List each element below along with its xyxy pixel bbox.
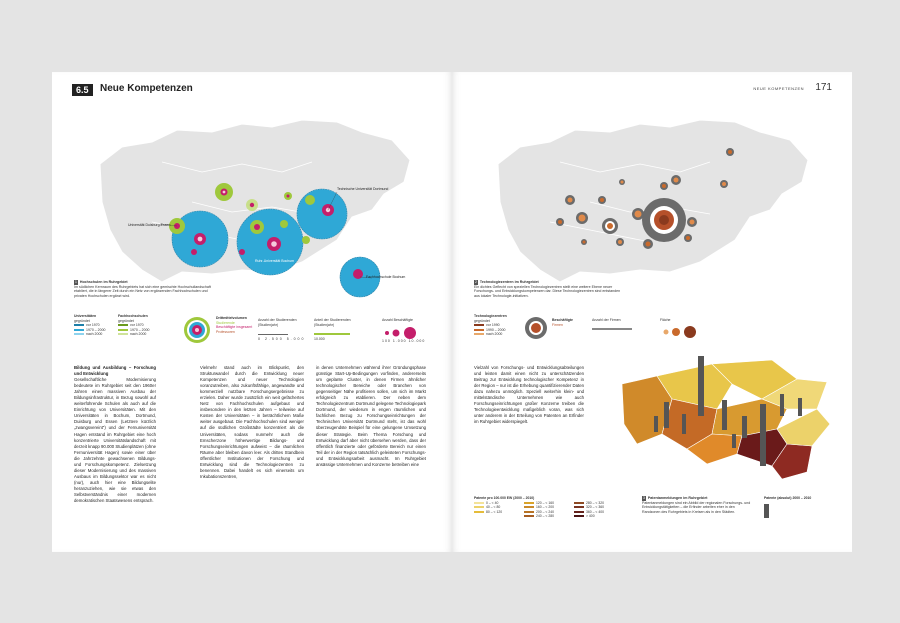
left-page [52, 72, 452, 552]
caption-text: Im südlichen Kernraum des Ruhrgebiets hat sich eine gemischte Hochschullandschaft etabliert, die in längerer Zeit durch ein Netz von ergänzenden Fachhochschulen und privaten Hochschulen ergänzt wird. [74, 284, 211, 298]
legend-firm-count: Anzahl der Firmen [592, 318, 652, 331]
legend-tech: Technologiezentren gegründet vor 1990 1990 – 2000 nach 2000 [474, 314, 507, 337]
caption-3: 3 Patentanmeldungen im Ruhrgebiet Patentanmeldungen sind ein Abbild der regionalen Forschungs- und Entwicklungstätigkeiten – die Erfinder arbeiten eher in den Randzonen des Ruhrgebiets in Kreisen als in den Städten. [642, 496, 751, 514]
choropleth-legend: Patente pro 100.000 EW (2000 – 2010) 0 – < 40 120 – < 160 280 – < 320 40 – < 80 160 – < 200 320 – < 360 80 – < 120 200 – < 240 360 – < 400 240 – < 280 > 400 [474, 496, 605, 519]
legend-tech-symbol [524, 316, 548, 340]
legend-focus: Drittmittelvolumen Studierende Beschäftigte insgesamt Professoren [216, 316, 253, 334]
bar-legend: Patente (absolut) 2000 – 2010 [764, 496, 844, 518]
section-number: 6.5 [72, 84, 93, 96]
body-column-1: Bildung und Ausbildung – Forschung und Entwicklung Gesellschaftliche Modernisierung bedeutete im Ruhrgebiet seit den 1960er Jahren einen massiven Ausbau der Bildungsinfrastruktur, in Bezug sowohl auf weiterführende Schulen als auch auf die Einrichtung von Universitäten. Mit den Universitäten in Bochum, Dortmund, Duisburg und Essen (Letztere kürzlich „zwangsvereint“) und der Fernuniversität Hagen entstand im Ruhrgebiet eine hoch konzentrierte Universitätslandschaft mit derzeit knapp 90.000 Studienplätzen (ohne Fernuniversität Hagen) sowie einer über die Jahrzehnte gewachsenen Bildungs- und Forschungskompetenz. Zielsetzung dieser Modernisierung und des massiven Ausbaus im Bildungssektor war es nicht (nur), auch hier eine Bildungselite heranzuziehen, wie sie etwas den Selbstverständnis einer modernen demokratischen Staatswesens entsprach. [74, 365, 156, 504]
right-page [452, 72, 852, 552]
caption-1 [74, 280, 214, 298]
running-head: NEUE KOMPETENZEN [753, 86, 804, 91]
legend-area: Fläche [660, 318, 750, 339]
legend-fh: Fachhochschulen gegründet vor 1970 1970 – 2000 nach 2000 [118, 314, 150, 337]
caption-2: 2 Technologiezentren im Ruhrgebiet Ein dichtes Geflecht von speziellen Technologiezentren stellt eine weitere Ebene neuer Forschungs- und Entwicklungskompetenzen dar. Diese Technologiezentren sind entstanden aus lokaler Technologie-initiativen. [474, 280, 621, 298]
label-ruhr-uni-bochum: Ruhr-Universität Bochum [255, 259, 295, 263]
book-spread [52, 72, 852, 552]
patents-choropleth-map [602, 354, 842, 494]
legend-scale-1: Anzahl der Studierenden (Studienjahr) 0 2.500 5.000 [258, 318, 306, 341]
caption-number: 1 [75, 280, 77, 284]
body-heading: Bildung und Ausbildung – Forschung und Entwicklung [74, 365, 156, 377]
legend-ring-symbol [182, 315, 212, 345]
right-body-column-1: Vielzahl von Forschungs- und Entwicklungsabteilungen und leisten damit einen nicht zu unterschätzenden Beitrag zur Entwicklung technologischer Kompetenz in der Region – nur ist die Erhebung quantifizierender Daten dazu nahezu unmöglich. Speziell weiterhin klein- und mittelständische Unternehmen wie auch Forschungseinrichtungen großer Konzerne treiben die Technologieentwicklung maßgeblich voran, was sich unter anderem in der Erteilung von Patenten an Erfinder im Ruhrgebiet widerspiegelt. [474, 365, 584, 425]
page-number: 171 [815, 82, 832, 93]
legend-scale-2: Anteil der Studierenden (Studienjahr) 10.000 [314, 318, 351, 341]
body-column-2: Vielmehr stand auch im Blickpunkt, den Strukturwandel durch die Entwicklung neuer Kompetenzen und neuer Technologien voranzutreiben, also zukunftsfähige, angewandte und kommerziell nutzbare Forschungsergebnisse zu erzielen. Daher wurde zusätzlich ein weit gefächertes Netz von Fachhochschulen aufgebaut und insbesondere in den letzten Jahren – teilweise auf Kosten der Universitäten – in beträchtlichem Maße weiter ausgebaut. Die Fachhochschulen sind weniger auf die südlichen Großstädte konzentriert als die Universitäten, sodass nunmehr auch die Emscherzone höherwertige Bildungs- und Forschungseinrichtungen aufweist – die räumlichen Räume aber bleiben davon leer. Als drittes Standbein öffentlicher Institutionen der Forschung und Entwicklung sind die Technologiezentren zu benennen. Dabei handelt es sich einerseits um Inkubationszentren, [200, 365, 304, 479]
body-column-3: in denen Unternehmen während ihrer Gründungsphase günstige Start-Up-Bedingungen vorfinden, andererseits um geplante Cluster, in denen Firmen ähnlicher technologischer Bereiche oder Branchen von gegenseitiger Nähe profitieren sollen, um sich im Markt erfolgreich zu etablieren. Der neben dem Technologiezentrum Dortmund gelegene Technologiepark Dortmund, der wiederum in engen räumlichen und fachlichen Bezug zu Forschungseinrichtungen der Technischen Universität Dortmund steht, ist das wohl überzeugendste Beispiel für eine gelungene Umsetzung dieser Strategie. Beim Thema Forschung und Entwicklung darf aber nicht übersehen werden, dass der öffentlich finanzierte oder geförderte Bereich nur einen Teil der in der Region tatsächlich geleisteten Forschungs- und Entwicklungsarbeit ausmacht. Im Ruhrgebiet ansässige Unternehmen und Konzerne betreiben eine [316, 365, 426, 467]
legend-firms: Beschäftigte Firmen [552, 318, 574, 327]
caption-title: Hochschulen im Ruhrgebiet [79, 280, 128, 284]
tu-dortmund-circle [297, 189, 347, 239]
legend-universities: Universitäten gegründet vor 1970 1970 – 2000 nach 2000 [74, 314, 106, 337]
legend-scale-3: Anzahl Beschäftigte 100 1.000 10.000 [382, 318, 426, 343]
label-tu-dortmund: Technische Universität Dortmund [337, 187, 389, 191]
label-uni-duisburg-essen: Universität Duisburg-Essen [128, 223, 171, 227]
section-title: Neue Kompetenzen [100, 83, 193, 94]
label-fh-bochum: Fachhochschule Bochum [366, 275, 406, 279]
